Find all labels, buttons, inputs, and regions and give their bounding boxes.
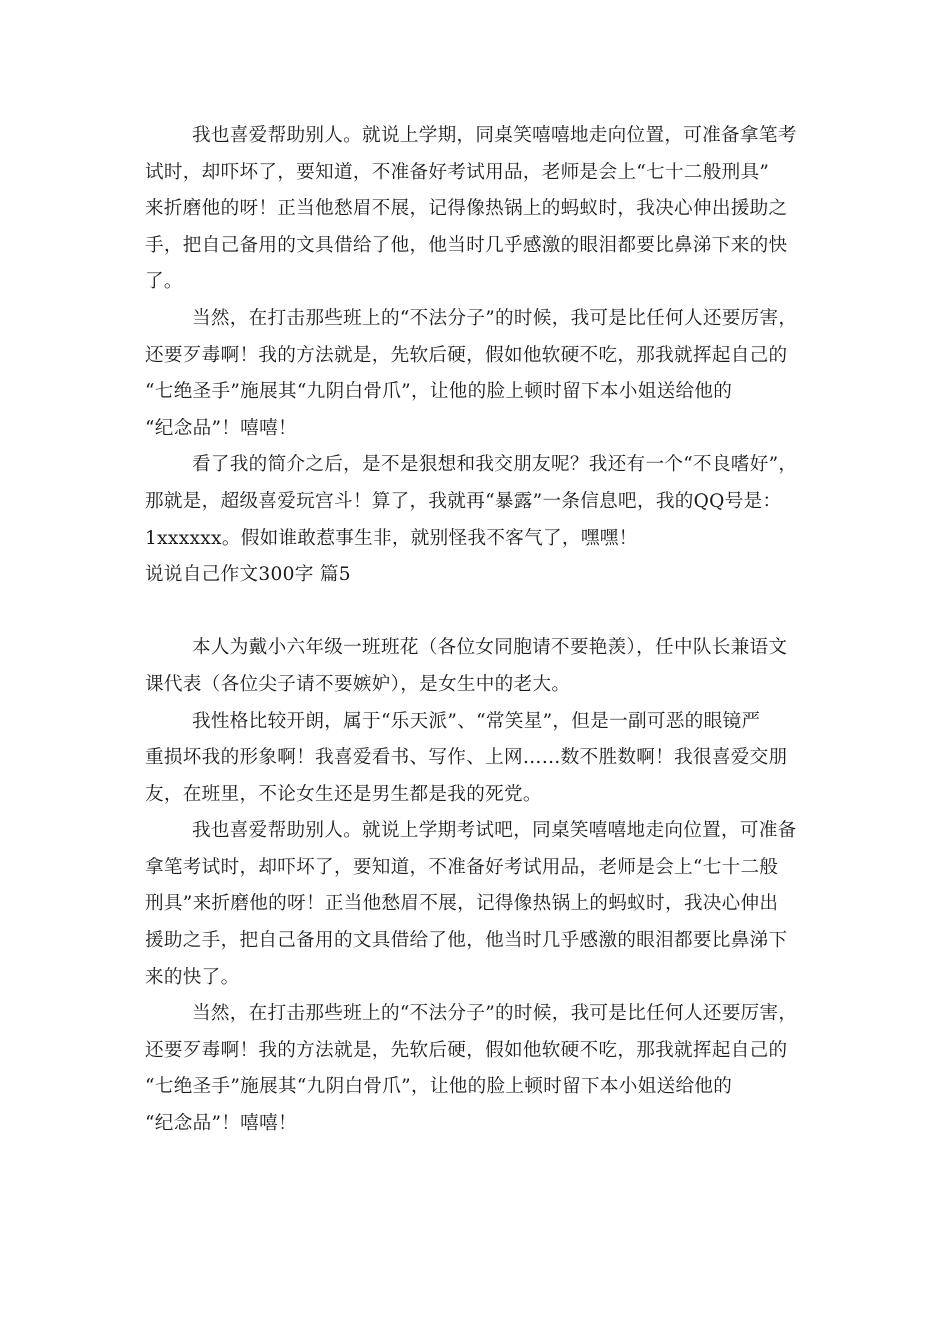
- paragraph: [145, 301, 815, 447]
- text-line: 了。: [145, 271, 183, 293]
- document-body: [145, 118, 815, 1143]
- text-line: 我性格比较开朗，属于“乐天派”、“常笑星”，但是一副可恶的眼镜严: [192, 710, 761, 732]
- text-line: 还要歹毒啊！我的方法就是，先软后硬，假如他软硬不吃，那我就挥起自己的: [145, 1039, 788, 1061]
- blank-line: [145, 594, 815, 631]
- text-line: 试时，却吓坏了，要知道，不准备好考试用品，老师是会上“七十二般刑具”: [145, 161, 770, 183]
- text-line: “纪念品”！嘻嘻！: [145, 1113, 297, 1135]
- text-line: 课代表（各位尖子请不要嫉妒），是女生中的老大。: [145, 673, 571, 695]
- text-line: 重损坏我的形象啊！我喜爱看书、写作、上网……数不胜数啊！我很喜爱交朋: [145, 747, 788, 769]
- text-line: 援助之手，把自己备用的文具借给了他，他当时几乎感激的眼泪都要比鼻涕下: [145, 930, 788, 952]
- paragraph: [145, 996, 815, 1142]
- text-line: 拿笔考试时，却吓坏了，要知道，不准备好考试用品，老师是会上“七十二般: [145, 856, 779, 878]
- section-heading: 说说自己作文300字 篇5: [145, 564, 351, 586]
- text-line: 当然，在打击那些班上的“不法分子”的时候，我可是比任何人还要厉害，: [192, 307, 798, 329]
- text-line: 那就是，超级喜爱玩宫斗！算了，我就再“暴露”一条信息吧，我的QQ号是：: [145, 490, 782, 512]
- text-line: 1xxxxxx。假如谁敢惹事生非，就别怪我不客气了，嘿嘿！: [145, 527, 638, 549]
- text-line: 友，在班里，不论女生还是男生都是我的死党。: [145, 783, 542, 805]
- paragraph: [145, 813, 815, 996]
- paragraph: [145, 704, 815, 814]
- text-line: “七绝圣手”施展其“九阴白骨爪”，让他的脸上顿时留下本小姐送给他的: [145, 381, 733, 403]
- text-line: 看了我的简介之后，是不是狠想和我交朋友呢？我还有一个“不良嗜好”，: [192, 454, 798, 476]
- text-line: 还要歹毒啊！我的方法就是，先软后硬，假如他软硬不吃，那我就挥起自己的: [145, 344, 788, 366]
- text-line: “纪念品”！嘻嘻！: [145, 417, 297, 439]
- text-line: 本人为戴小六年级一班班花（各位女同胞请不要艳羡），任中队长兼语文: [192, 637, 788, 659]
- text-line: 刑具”来折磨他的呀！正当他愁眉不展，记得像热锅上的蚂蚁时，我决心伸出: [145, 893, 779, 915]
- text-line: 来的快了。: [145, 966, 240, 988]
- text-line: 来折磨他的呀！正当他愁眉不展，记得像热锅上的蚂蚁时，我决心伸出援助之: [145, 198, 788, 220]
- paragraph: [145, 118, 815, 301]
- text-line: 我也喜爱帮助别人。就说上学期考试吧，同桌笑嘻嘻地走向位置，可准备: [192, 820, 797, 842]
- text-line: 当然，在打击那些班上的“不法分子”的时候，我可是比任何人还要厉害，: [192, 1003, 798, 1025]
- paragraph: [145, 630, 815, 703]
- text-line: “七绝圣手”施展其“九阴白骨爪”，让他的脸上顿时留下本小姐送给他的: [145, 1076, 733, 1098]
- text-line: 我也喜爱帮助别人。就说上学期，同桌笑嘻嘻地走向位置，可准备拿笔考: [192, 125, 797, 146]
- text-line: 手，把自己备用的文具借给了他，他当时几乎感激的眼泪都要比鼻涕下来的快: [145, 234, 788, 256]
- paragraph: [145, 447, 815, 557]
